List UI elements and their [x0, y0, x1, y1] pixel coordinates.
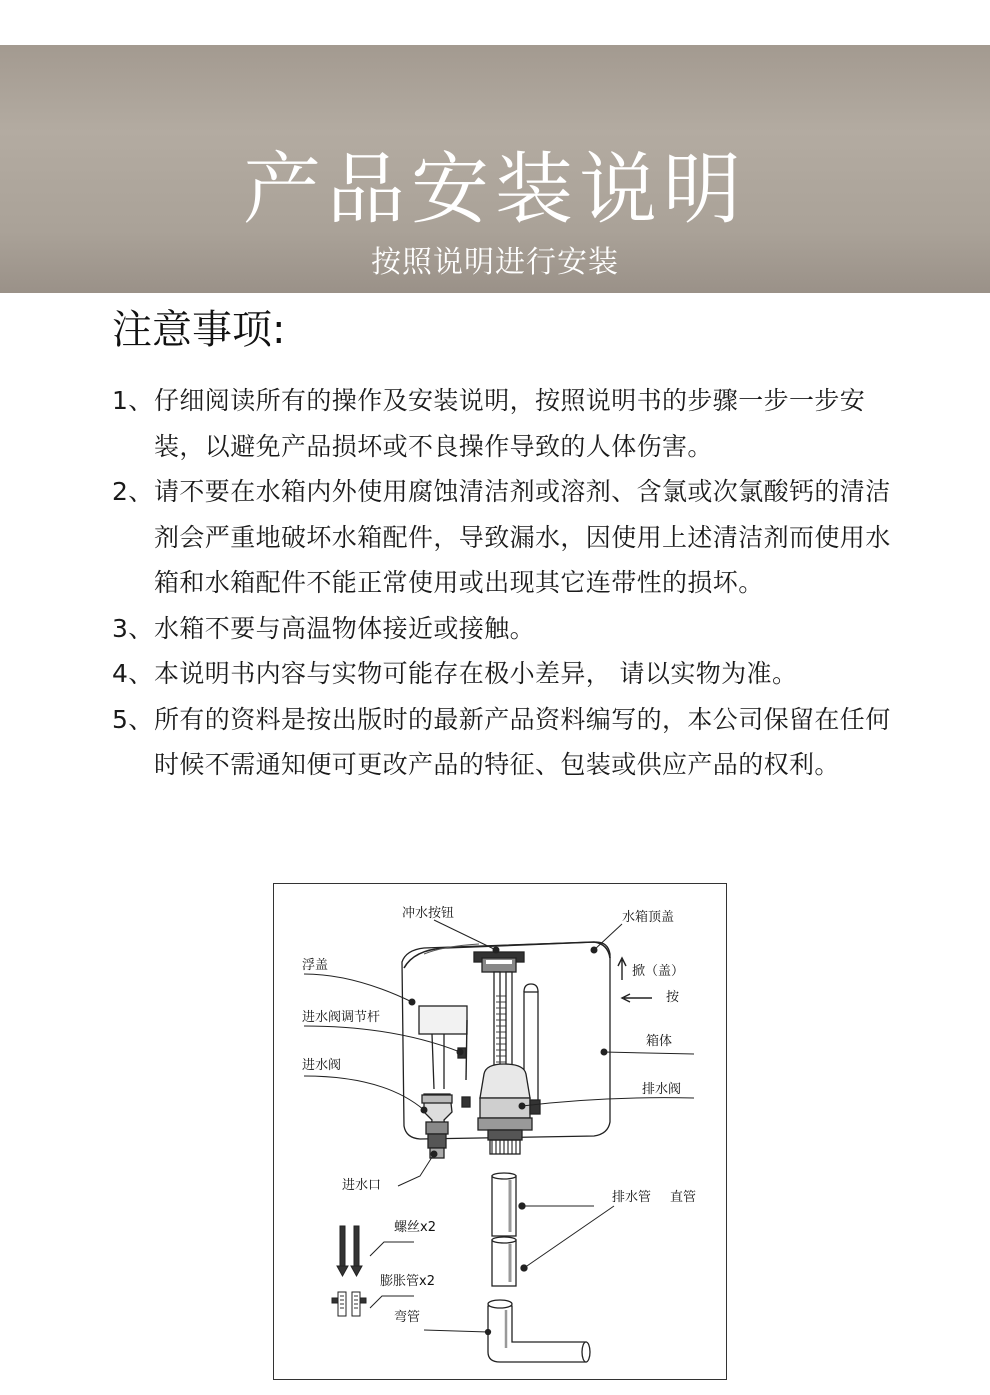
installation-diagram — [273, 883, 727, 1380]
label-water-inlet: 进水口 — [342, 1178, 382, 1193]
straight-pipe-shape — [492, 1176, 516, 1236]
note-item — [112, 378, 892, 469]
label-tank-body: 箱体 — [646, 1034, 673, 1049]
label-inlet-rod: 进水阀调节杆 — [302, 1010, 381, 1025]
note-number: 1、 — [112, 386, 154, 415]
label-anchors: 膨胀管x2 — [380, 1274, 435, 1289]
note-item — [112, 469, 892, 606]
label-screws: 螺丝x2 — [394, 1220, 436, 1235]
label-drain-valve: 排水阀 — [642, 1082, 682, 1097]
note-number: 5、 — [112, 704, 154, 734]
header-banner — [0, 45, 990, 293]
note-item — [112, 606, 892, 652]
page-title: 产品安装说明 — [242, 145, 747, 235]
drain-pipe-shape — [492, 1240, 516, 1286]
label-drain-pipe: 排水管 — [612, 1190, 652, 1205]
label-press: 按 — [666, 990, 680, 1005]
notes-list — [112, 378, 892, 788]
float-cover-shape — [419, 1006, 467, 1034]
page-subtitle: 按照说明进行安装 — [371, 245, 619, 280]
note-number: 3、 — [112, 613, 154, 643]
label-inlet-valve: 进水阀 — [302, 1058, 342, 1073]
elbow-pipe-shape — [488, 1306, 586, 1362]
note-text: 本说明书内容与实物可能存在极小差异， 请以实物为准。 — [154, 659, 798, 688]
note-text: 仔细阅读所有的操作及安装说明，按照说明书的步骤一步一步安装，以避免产品损坏或不良操作导致的人体伤害。 — [154, 386, 866, 461]
drain-valve-shape — [480, 1064, 530, 1098]
label-float-cover: 浮盖 — [302, 958, 329, 973]
note-text: 请不要在水箱内外使用腐蚀清洁剂或溶剂、含氯或次氯酸钙的清洁剂会严重地破坏水箱配件，导致漏水，因使用上述清洁剂而使用水箱和水箱配件不能正常使用或出现其它连带性的损坏。 — [154, 477, 891, 597]
label-flush-button: 冲水按钮 — [402, 906, 455, 921]
note-text: 水箱不要与高温物体接近或接触。 — [154, 613, 536, 643]
tank-illustration — [274, 884, 725, 1378]
note-item — [112, 697, 892, 788]
label-straight-pipe: 直管 — [670, 1190, 697, 1205]
label-tank-lid: 水箱顶盖 — [622, 910, 675, 925]
note-number: 2、 — [112, 477, 154, 506]
notes-heading: 注意事项: — [112, 307, 286, 353]
label-lift-lid: 掀（盖） — [632, 964, 685, 979]
note-item — [112, 651, 892, 697]
note-number: 4、 — [112, 659, 154, 688]
note-text: 所有的资料是按出版时的最新产品资料编写的，本公司保留在任何时候不需通知便可更改产品的特征、包装或供应产品的权利。 — [154, 704, 891, 779]
label-elbow: 弯管 — [394, 1310, 421, 1325]
